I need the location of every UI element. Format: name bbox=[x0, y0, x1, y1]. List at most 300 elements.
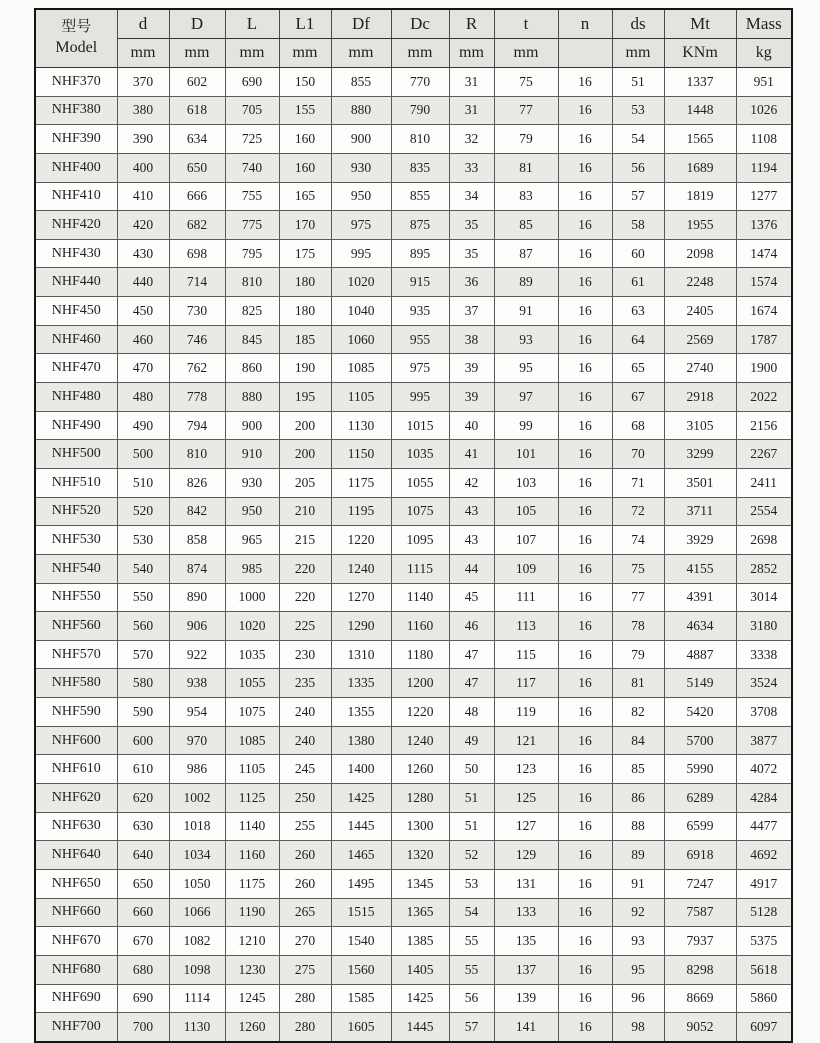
model-cell: NHF700 bbox=[35, 1013, 117, 1042]
value-cell: 1000 bbox=[225, 583, 279, 612]
table-body bbox=[35, 68, 792, 1042]
value-cell: 666 bbox=[169, 182, 225, 211]
value-cell: 2248 bbox=[664, 268, 736, 297]
col-header-Dc: Dc bbox=[391, 9, 449, 39]
value-cell: 16 bbox=[558, 211, 612, 240]
value-cell: 1034 bbox=[169, 841, 225, 870]
value-cell: 220 bbox=[279, 583, 331, 612]
table-row bbox=[35, 325, 792, 354]
model-cell: NHF500 bbox=[35, 440, 117, 469]
model-cell: NHF670 bbox=[35, 927, 117, 956]
value-cell: 420 bbox=[117, 211, 169, 240]
value-cell: 880 bbox=[331, 96, 391, 125]
table-row bbox=[35, 640, 792, 669]
value-cell: 16 bbox=[558, 583, 612, 612]
value-cell: 778 bbox=[169, 383, 225, 412]
value-cell: 1140 bbox=[225, 812, 279, 841]
value-cell: 1075 bbox=[225, 698, 279, 727]
value-cell: 109 bbox=[494, 554, 558, 583]
value-cell: 1020 bbox=[225, 612, 279, 641]
value-cell: 1210 bbox=[225, 927, 279, 956]
value-cell: 5860 bbox=[736, 984, 792, 1013]
value-cell: 430 bbox=[117, 239, 169, 268]
value-cell: 91 bbox=[494, 297, 558, 326]
value-cell: 16 bbox=[558, 1013, 612, 1042]
value-cell: 39 bbox=[449, 354, 494, 383]
value-cell: 42 bbox=[449, 468, 494, 497]
value-cell: 1095 bbox=[391, 526, 449, 555]
value-cell: 906 bbox=[169, 612, 225, 641]
value-cell: 775 bbox=[225, 211, 279, 240]
model-cell: NHF660 bbox=[35, 898, 117, 927]
value-cell: 4391 bbox=[664, 583, 736, 612]
value-cell: 6918 bbox=[664, 841, 736, 870]
value-cell: 1900 bbox=[736, 354, 792, 383]
table-row bbox=[35, 784, 792, 813]
table-row bbox=[35, 383, 792, 412]
value-cell: 762 bbox=[169, 354, 225, 383]
model-cell: NHF410 bbox=[35, 182, 117, 211]
value-cell: 16 bbox=[558, 96, 612, 125]
value-cell: 634 bbox=[169, 125, 225, 154]
value-cell: 1585 bbox=[331, 984, 391, 1013]
value-cell: 600 bbox=[117, 726, 169, 755]
value-cell: 35 bbox=[449, 239, 494, 268]
col-header-t: t bbox=[494, 9, 558, 39]
value-cell: 1345 bbox=[391, 869, 449, 898]
value-cell: 1955 bbox=[664, 211, 736, 240]
value-cell: 97 bbox=[494, 383, 558, 412]
model-header-cn: 型号 bbox=[61, 19, 92, 36]
table-row bbox=[35, 698, 792, 727]
value-cell: 1310 bbox=[331, 640, 391, 669]
value-cell: 1085 bbox=[225, 726, 279, 755]
col-header-Mass: Mass bbox=[736, 9, 792, 39]
value-cell: 810 bbox=[225, 268, 279, 297]
value-cell: 38 bbox=[449, 325, 494, 354]
value-cell: 855 bbox=[331, 68, 391, 97]
value-cell: 630 bbox=[117, 812, 169, 841]
value-cell: 3929 bbox=[664, 526, 736, 555]
value-cell: 995 bbox=[391, 383, 449, 412]
value-cell: 618 bbox=[169, 96, 225, 125]
value-cell: 698 bbox=[169, 239, 225, 268]
value-cell: 16 bbox=[558, 669, 612, 698]
table-row bbox=[35, 153, 792, 182]
model-cell: NHF370 bbox=[35, 68, 117, 97]
value-cell: 1605 bbox=[331, 1013, 391, 1042]
value-cell: 740 bbox=[225, 153, 279, 182]
value-cell: 930 bbox=[225, 468, 279, 497]
value-cell: 16 bbox=[558, 383, 612, 412]
value-cell: 1300 bbox=[391, 812, 449, 841]
unit-ds: mm bbox=[612, 39, 664, 68]
model-cell: NHF530 bbox=[35, 526, 117, 555]
value-cell: 1020 bbox=[331, 268, 391, 297]
value-cell: 85 bbox=[494, 211, 558, 240]
value-cell: 101 bbox=[494, 440, 558, 469]
value-cell: 44 bbox=[449, 554, 494, 583]
value-cell: 3501 bbox=[664, 468, 736, 497]
value-cell: 51 bbox=[449, 812, 494, 841]
value-cell: 160 bbox=[279, 153, 331, 182]
col-header-D: D bbox=[169, 9, 225, 39]
value-cell: 874 bbox=[169, 554, 225, 583]
value-cell: 210 bbox=[279, 497, 331, 526]
value-cell: 370 bbox=[117, 68, 169, 97]
value-cell: 115 bbox=[494, 640, 558, 669]
value-cell: 705 bbox=[225, 96, 279, 125]
table-row bbox=[35, 755, 792, 784]
value-cell: 1465 bbox=[331, 841, 391, 870]
value-cell: 1240 bbox=[391, 726, 449, 755]
col-header-Df: Df bbox=[331, 9, 391, 39]
value-cell: 1108 bbox=[736, 125, 792, 154]
value-cell: 935 bbox=[391, 297, 449, 326]
value-cell: 660 bbox=[117, 898, 169, 927]
value-cell: 1335 bbox=[331, 669, 391, 698]
value-cell: 99 bbox=[494, 411, 558, 440]
value-cell: 240 bbox=[279, 698, 331, 727]
value-cell: 682 bbox=[169, 211, 225, 240]
value-cell: 3338 bbox=[736, 640, 792, 669]
value-cell: 37 bbox=[449, 297, 494, 326]
value-cell: 1125 bbox=[225, 784, 279, 813]
value-cell: 1290 bbox=[331, 612, 391, 641]
value-cell: 41 bbox=[449, 440, 494, 469]
value-cell: 2267 bbox=[736, 440, 792, 469]
value-cell: 6097 bbox=[736, 1013, 792, 1042]
value-cell: 133 bbox=[494, 898, 558, 927]
value-cell: 9052 bbox=[664, 1013, 736, 1042]
value-cell: 3299 bbox=[664, 440, 736, 469]
value-cell: 89 bbox=[494, 268, 558, 297]
value-cell: 46 bbox=[449, 612, 494, 641]
model-cell: NHF620 bbox=[35, 784, 117, 813]
value-cell: 1240 bbox=[331, 554, 391, 583]
value-cell: 1689 bbox=[664, 153, 736, 182]
value-cell: 1230 bbox=[225, 955, 279, 984]
value-cell: 52 bbox=[449, 841, 494, 870]
value-cell: 1245 bbox=[225, 984, 279, 1013]
unit-Df: mm bbox=[331, 39, 391, 68]
value-cell: 1015 bbox=[391, 411, 449, 440]
value-cell: 2918 bbox=[664, 383, 736, 412]
value-cell: 3180 bbox=[736, 612, 792, 641]
value-cell: 61 bbox=[612, 268, 664, 297]
value-cell: 83 bbox=[494, 182, 558, 211]
value-cell: 5990 bbox=[664, 755, 736, 784]
value-cell: 900 bbox=[225, 411, 279, 440]
value-cell: 16 bbox=[558, 841, 612, 870]
value-cell: 200 bbox=[279, 411, 331, 440]
table-row bbox=[35, 239, 792, 268]
value-cell: 540 bbox=[117, 554, 169, 583]
value-cell: 860 bbox=[225, 354, 279, 383]
unit-D: mm bbox=[169, 39, 225, 68]
value-cell: 155 bbox=[279, 96, 331, 125]
value-cell: 922 bbox=[169, 640, 225, 669]
value-cell: 48 bbox=[449, 698, 494, 727]
table-row bbox=[35, 927, 792, 956]
value-cell: 4634 bbox=[664, 612, 736, 641]
value-cell: 180 bbox=[279, 297, 331, 326]
value-cell: 400 bbox=[117, 153, 169, 182]
col-header-Mt: Mt bbox=[664, 9, 736, 39]
value-cell: 5128 bbox=[736, 898, 792, 927]
value-cell: 900 bbox=[331, 125, 391, 154]
model-cell: NHF650 bbox=[35, 869, 117, 898]
value-cell: 5420 bbox=[664, 698, 736, 727]
value-cell: 1194 bbox=[736, 153, 792, 182]
value-cell: 858 bbox=[169, 526, 225, 555]
value-cell: 16 bbox=[558, 125, 612, 154]
value-cell: 1066 bbox=[169, 898, 225, 927]
value-cell: 1160 bbox=[391, 612, 449, 641]
value-cell: 560 bbox=[117, 612, 169, 641]
value-cell: 265 bbox=[279, 898, 331, 927]
value-cell: 127 bbox=[494, 812, 558, 841]
value-cell: 16 bbox=[558, 812, 612, 841]
value-cell: 4477 bbox=[736, 812, 792, 841]
value-cell: 75 bbox=[494, 68, 558, 97]
value-cell: 530 bbox=[117, 526, 169, 555]
value-cell: 795 bbox=[225, 239, 279, 268]
value-cell: 111 bbox=[494, 583, 558, 612]
value-cell: 954 bbox=[169, 698, 225, 727]
value-cell: 1026 bbox=[736, 96, 792, 125]
value-cell: 2405 bbox=[664, 297, 736, 326]
value-cell: 1055 bbox=[225, 669, 279, 698]
value-cell: 8298 bbox=[664, 955, 736, 984]
col-header-R: R bbox=[449, 9, 494, 39]
value-cell: 57 bbox=[612, 182, 664, 211]
table-row bbox=[35, 955, 792, 984]
value-cell: 1376 bbox=[736, 211, 792, 240]
model-cell: NHF510 bbox=[35, 468, 117, 497]
value-cell: 65 bbox=[612, 354, 664, 383]
value-cell: 810 bbox=[391, 125, 449, 154]
value-cell: 1175 bbox=[225, 869, 279, 898]
value-cell: 1515 bbox=[331, 898, 391, 927]
value-cell: 205 bbox=[279, 468, 331, 497]
col-header-ds: ds bbox=[612, 9, 664, 39]
value-cell: 16 bbox=[558, 297, 612, 326]
model-cell: NHF520 bbox=[35, 497, 117, 526]
value-cell: 1337 bbox=[664, 68, 736, 97]
value-cell: 1195 bbox=[331, 497, 391, 526]
model-cell: NHF600 bbox=[35, 726, 117, 755]
value-cell: 105 bbox=[494, 497, 558, 526]
value-cell: 460 bbox=[117, 325, 169, 354]
table-row bbox=[35, 1013, 792, 1042]
value-cell: 71 bbox=[612, 468, 664, 497]
value-cell: 725 bbox=[225, 125, 279, 154]
value-cell: 520 bbox=[117, 497, 169, 526]
value-cell: 680 bbox=[117, 955, 169, 984]
value-cell: 3877 bbox=[736, 726, 792, 755]
value-cell: 1280 bbox=[391, 784, 449, 813]
value-cell: 220 bbox=[279, 554, 331, 583]
value-cell: 875 bbox=[391, 211, 449, 240]
value-cell: 1050 bbox=[169, 869, 225, 898]
model-cell: NHF450 bbox=[35, 297, 117, 326]
value-cell: 43 bbox=[449, 526, 494, 555]
value-cell: 826 bbox=[169, 468, 225, 497]
value-cell: 16 bbox=[558, 869, 612, 898]
value-cell: 1130 bbox=[331, 411, 391, 440]
value-cell: 86 bbox=[612, 784, 664, 813]
value-cell: 950 bbox=[331, 182, 391, 211]
value-cell: 56 bbox=[612, 153, 664, 182]
value-cell: 1560 bbox=[331, 955, 391, 984]
value-cell: 650 bbox=[117, 869, 169, 898]
value-cell: 1365 bbox=[391, 898, 449, 927]
value-cell: 84 bbox=[612, 726, 664, 755]
table-row bbox=[35, 440, 792, 469]
value-cell: 938 bbox=[169, 669, 225, 698]
unit-t: mm bbox=[494, 39, 558, 68]
value-cell: 2098 bbox=[664, 239, 736, 268]
table-row bbox=[35, 812, 792, 841]
unit-d: mm bbox=[117, 39, 169, 68]
unit-Dc: mm bbox=[391, 39, 449, 68]
value-cell: 1105 bbox=[225, 755, 279, 784]
model-cell: NHF580 bbox=[35, 669, 117, 698]
model-column-header bbox=[35, 9, 117, 68]
value-cell: 16 bbox=[558, 898, 612, 927]
value-cell: 1180 bbox=[391, 640, 449, 669]
value-cell: 1320 bbox=[391, 841, 449, 870]
value-cell: 602 bbox=[169, 68, 225, 97]
value-cell: 910 bbox=[225, 440, 279, 469]
value-cell: 7587 bbox=[664, 898, 736, 927]
value-cell: 470 bbox=[117, 354, 169, 383]
value-cell: 53 bbox=[612, 96, 664, 125]
value-cell: 510 bbox=[117, 468, 169, 497]
value-cell: 58 bbox=[612, 211, 664, 240]
value-cell: 2022 bbox=[736, 383, 792, 412]
value-cell: 1787 bbox=[736, 325, 792, 354]
unit-n bbox=[558, 39, 612, 68]
value-cell: 47 bbox=[449, 669, 494, 698]
value-cell: 16 bbox=[558, 325, 612, 354]
value-cell: 16 bbox=[558, 440, 612, 469]
model-cell: NHF680 bbox=[35, 955, 117, 984]
value-cell: 410 bbox=[117, 182, 169, 211]
value-cell: 794 bbox=[169, 411, 225, 440]
value-cell: 1260 bbox=[391, 755, 449, 784]
value-cell: 165 bbox=[279, 182, 331, 211]
value-cell: 135 bbox=[494, 927, 558, 956]
value-cell: 16 bbox=[558, 612, 612, 641]
col-header-n: n bbox=[558, 9, 612, 39]
value-cell: 714 bbox=[169, 268, 225, 297]
value-cell: 690 bbox=[225, 68, 279, 97]
value-cell: 1425 bbox=[331, 784, 391, 813]
value-cell: 450 bbox=[117, 297, 169, 326]
value-cell: 82 bbox=[612, 698, 664, 727]
value-cell: 380 bbox=[117, 96, 169, 125]
value-cell: 1819 bbox=[664, 182, 736, 211]
value-cell: 16 bbox=[558, 955, 612, 984]
value-cell: 4155 bbox=[664, 554, 736, 583]
table-row bbox=[35, 726, 792, 755]
value-cell: 170 bbox=[279, 211, 331, 240]
value-cell: 4917 bbox=[736, 869, 792, 898]
value-cell: 700 bbox=[117, 1013, 169, 1042]
value-cell: 855 bbox=[391, 182, 449, 211]
value-cell: 1355 bbox=[331, 698, 391, 727]
value-cell: 6289 bbox=[664, 784, 736, 813]
value-cell: 16 bbox=[558, 411, 612, 440]
value-cell: 951 bbox=[736, 68, 792, 97]
value-cell: 175 bbox=[279, 239, 331, 268]
value-cell: 36 bbox=[449, 268, 494, 297]
model-header-en: Model bbox=[55, 38, 98, 56]
value-cell: 129 bbox=[494, 841, 558, 870]
value-cell: 260 bbox=[279, 869, 331, 898]
value-cell: 2698 bbox=[736, 526, 792, 555]
model-cell: NHF610 bbox=[35, 755, 117, 784]
value-cell: 3524 bbox=[736, 669, 792, 698]
value-cell: 570 bbox=[117, 640, 169, 669]
model-cell: NHF430 bbox=[35, 239, 117, 268]
value-cell: 78 bbox=[612, 612, 664, 641]
col-header-d: d bbox=[117, 9, 169, 39]
value-cell: 45 bbox=[449, 583, 494, 612]
value-cell: 1060 bbox=[331, 325, 391, 354]
value-cell: 7247 bbox=[664, 869, 736, 898]
model-cell: NHF390 bbox=[35, 125, 117, 154]
model-cell: NHF550 bbox=[35, 583, 117, 612]
table-row bbox=[35, 354, 792, 383]
value-cell: 107 bbox=[494, 526, 558, 555]
value-cell: 1495 bbox=[331, 869, 391, 898]
unit-L: mm bbox=[225, 39, 279, 68]
value-cell: 1114 bbox=[169, 984, 225, 1013]
value-cell: 75 bbox=[612, 554, 664, 583]
value-cell: 1160 bbox=[225, 841, 279, 870]
value-cell: 131 bbox=[494, 869, 558, 898]
value-cell: 150 bbox=[279, 68, 331, 97]
value-cell: 825 bbox=[225, 297, 279, 326]
value-cell: 755 bbox=[225, 182, 279, 211]
model-cell: NHF540 bbox=[35, 554, 117, 583]
value-cell: 72 bbox=[612, 497, 664, 526]
value-cell: 1445 bbox=[391, 1013, 449, 1042]
value-cell: 81 bbox=[494, 153, 558, 182]
value-cell: 74 bbox=[612, 526, 664, 555]
value-cell: 16 bbox=[558, 927, 612, 956]
value-cell: 640 bbox=[117, 841, 169, 870]
value-cell: 1445 bbox=[331, 812, 391, 841]
value-cell: 2569 bbox=[664, 325, 736, 354]
value-cell: 16 bbox=[558, 354, 612, 383]
value-cell: 1035 bbox=[225, 640, 279, 669]
value-cell: 141 bbox=[494, 1013, 558, 1042]
value-cell: 1540 bbox=[331, 927, 391, 956]
value-cell: 16 bbox=[558, 182, 612, 211]
table-row bbox=[35, 497, 792, 526]
value-cell: 91 bbox=[612, 869, 664, 898]
value-cell: 835 bbox=[391, 153, 449, 182]
value-cell: 60 bbox=[612, 239, 664, 268]
value-cell: 1565 bbox=[664, 125, 736, 154]
value-cell: 88 bbox=[612, 812, 664, 841]
value-cell: 620 bbox=[117, 784, 169, 813]
value-cell: 3105 bbox=[664, 411, 736, 440]
